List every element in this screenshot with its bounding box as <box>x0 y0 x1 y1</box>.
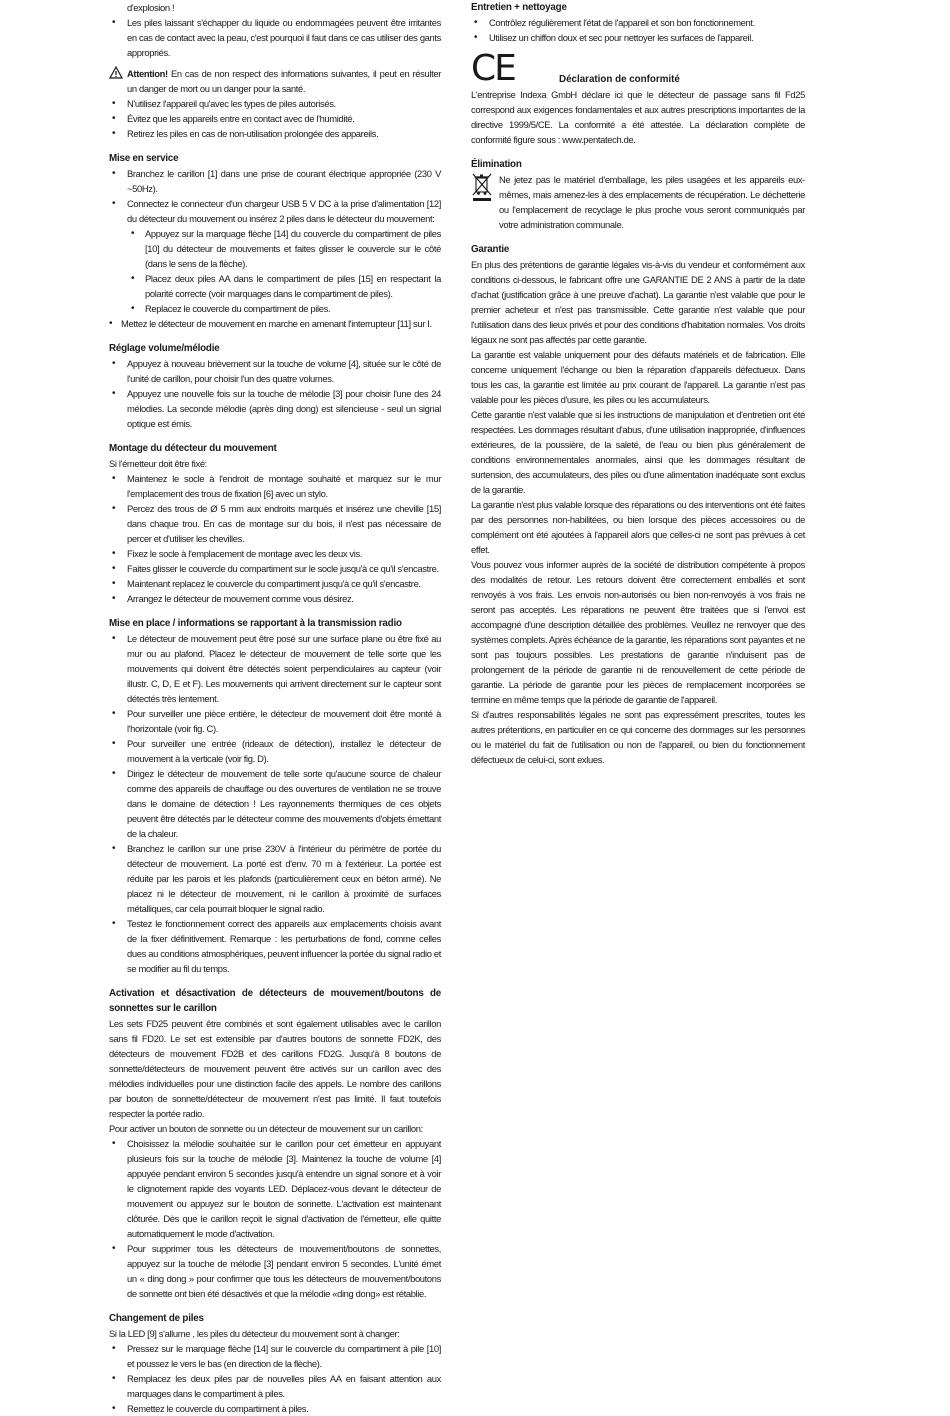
ce-declaration-header <box>471 48 805 89</box>
activation-intro: Pour activer un bouton de sonnette ou un détecteur de mouvement sur un carillon: <box>109 1123 423 1134</box>
list-item: • Pour surveiller une pièce entière, le détecteur de mouvement doit être monté à l'horizontale (voir fig. C). <box>109 706 441 736</box>
section-title-mise-en-place: Mise en place / informations se rapportant à la transmission radio <box>109 618 402 629</box>
list-item-text: Connectez le connecteur d'un chargeur USB 5 V DC à la prise d'alimentation [12] du détecteur du mouvement ou insérez 2 piles dans le détecteur du mouvement: <box>127 198 441 224</box>
list-item: • Utilisez un chiffon doux et sec pour nettoyer les surfaces de l'appareil. <box>471 30 805 45</box>
crossed-bin-icon <box>471 172 499 232</box>
list-item: • Appuyez une nouvelle fois sur la touche de mélodie [3] pour choisir l'une des 24 mélodies. La seconde mélodie (après ding dong) est silencieuse - seul un signal optique est émis. <box>109 386 441 431</box>
safety-list-2 <box>109 96 441 141</box>
elimination-block <box>471 172 805 232</box>
section-title-montage: Montage du détecteur du mouvement <box>109 443 277 454</box>
list-item: • Choisissez la mélodie souhaitée sur le carillon pour cet émetteur en appuyant plusieurs fois sur la touche de mélodie [3]. Maintenez la touche de volume [4] appuyée pendant environ 5 secondes jusqu'à entendre un signal sonore et à voir le clignotement rapide des voyants LED. Déplacez-vous devant le détecteur de mouvement ou appuyez sur le bouton de sonnette. L'activation est maintenant clôturée. Dès que le carillon reçoit le signal d'activation de l'émetteur, elle quitte automatiquement le mode d'activation. <box>109 1136 441 1241</box>
list-item: • Mettez le détecteur de mouvement en marche en amenant l'interrupteur [11] sur I. <box>109 316 441 331</box>
list-item: • Pour supprimer tous les détecteurs de mouvement/boutons de sonnettes, appuyez sur la touche de mélodie [3] pendant environ 5 secondes. L'unité émet un « ding dong » pour confirmer que tous les détecteurs de mouvement/boutons de sonnette ont bien été désactivés et que la mélodie «ding dong» est rétablie. <box>109 1241 441 1301</box>
mise-en-service-list <box>109 166 441 226</box>
left-column <box>109 0 441 1416</box>
garantie-paragraph: Vous pouvez vous informer auprès de la société de distribution compétente à propos des modalités de retour. Les retours doivent être correctement emballés et sont renvoyés à vos frais. Les envois non-autorisés ou bien non-renvoyés à vos frais ne seront pas acceptés. Les réparations ne peuvent être traitées que si l'envoi est accompagné d'une description détaillée des problèmes. Veuillez ne renvoyer que des systèmes complets. Après échéance de la garantie, les réparations sont payantes et ne sont pas toujours possibles. Les prestations de garantie n'induisent pas de prolongement de la période de garantie ni de renouvellement de cette période de garantie. La période de garantie pour les pièces de remplacement incorporées se termine en même temps que la période de garantie de l'appareil. <box>471 559 805 705</box>
montage-list <box>109 471 441 606</box>
sub-list-item: • Replacez le couvercle du compartiment de piles. <box>109 301 441 316</box>
list-item: • Fixez le socle à l'emplacement de montage avec les deux vis. <box>109 546 441 561</box>
garantie-paragraph: Si d'autres responsabilités légales ne sont pas expressément prescrites, toutes les autres prétentions, en particulier en ce qui concerne des dommages sur les personnes ou le matériel du fait de l'utilisation ou non de l'appareil, ou bien du fonctionnement défectueux de celui-ci, sont exlues. <box>471 709 805 765</box>
safety-list-1 <box>109 15 441 60</box>
intro-line: d'explosion ! <box>127 2 175 13</box>
list-item: • N'utilisez l'appareil qu'avec les types de piles autorisés. <box>109 96 441 111</box>
section-title-reglage: Réglage volume/mélodie <box>109 343 220 354</box>
list-item: • Retirez les piles en cas de non-utilisation prolongée des appareils. <box>109 126 441 141</box>
section-title-activation: Activation et désactivation de détecteurs de mouvement/boutons de sonnettes sur le carillon <box>109 988 441 1014</box>
list-item: • Les piles laissant s'échapper du liquide ou endommagées peuvent être irritantes en cas de contact avec la peau, c'est pourquoi il faut dans ce cas utiliser des gants appropriés. <box>109 15 441 60</box>
elimination-text: Ne jetez pas le matériel d'emballage, les piles usagées et les appareils eux-mêmes, mais amenez-les à des emplacements de récupération. Le déchetterie ou l'emplacement de recyclage le plus proche vous seront communiqués par votre administration communale. <box>499 174 805 230</box>
attention-text: En cas de non respect des informations suivantes, il peut en résulter un danger de mort ou un danger pour la santé. <box>127 68 441 94</box>
mise-en-place-list <box>109 631 441 976</box>
warning-triangle-icon <box>109 66 127 96</box>
activation-paragraph: Les sets FD25 peuvent être combinés et sont également utilisables avec le carillon sans fil FD20. Le set est extensible par d'autres boutons de sonnette FD2K, des détecteurs de mouvement FD2B et des carillons FD2G. Jusqu'à 8 boutons de sonnette/détecteurs de mouvement peuvent être activés sur un carillon avec des mélodies individuelles pour une distinction facile des appels. Le nombre des carillons par bouton de sonnette/détecteur de mouvement n'est pas limité. Il faut toutefois respecter la portée radio. <box>109 1018 441 1119</box>
sub-list-item: • Appuyez sur la marquage flèche [14] du couvercle du compartiment de piles [10] du détecteur de mouvements et faites glisser le couvercle sur le côté (dans le sens de la flèche). <box>109 226 441 271</box>
list-item: • Maintenez le socle à l'endroit de montage souhaité et marquez sur le mur l'emplacement des trous de fixation [6] avec un stylo. <box>109 471 441 501</box>
mise-en-service-sublist <box>109 226 441 316</box>
montage-intro: Si l'émetteur doit être fixé: <box>109 458 207 469</box>
attention-block <box>109 66 441 96</box>
declaration-text: L'entreprise Indexa GmbH déclare ici que le détecteur de passage sans fil Fd25 correspond aux exigences fondamentales et aux autres prescriptions importantes de la directive 1999/5/CE. La conformité a été attestée. La déclaration complète de conformité figure sous : www.pentatech.de. <box>471 89 805 145</box>
section-title-declaration: Déclaration de conformité <box>559 74 680 85</box>
ce-mark-icon: CE <box>471 48 515 89</box>
reglage-list <box>109 356 441 431</box>
list-item: • Faites glisser le couvercle du compartiment sur le socle jusqu'à ce qu'il s'encastre. <box>109 561 441 576</box>
sub-list-item: • Placez deux piles AA dans le compartiment de piles [15] en respectant la polarité correcte (voir marquages dans le compartiment de piles). <box>109 271 441 301</box>
list-item: • Branchez le carillon [1] dans une prise de courant électrique appropriée (230 V ~50Hz). <box>109 166 441 196</box>
garantie-paragraph: Cette garantie n'est valable que si les instructions de manipulation et d'entretien ont été respectées. Les dommages résultant d'abus, d'une utilisation inappropriée, d'influences extérieures, de la poussière, de la saleté, de l'eau ou bien plus généralement de conditions environnementales anormales, ainsi que les dommages résultant de surtension, des accumulateurs, des piles ou d'une alimentation inadéquate sont exclus de la garantie. <box>471 409 805 495</box>
list-item: • Testez le fonctionnement correct des appareils aux emplacements choisis avant de la fixer définitivement. Remarque : les perturbations de fond, comme celles dues au conditions atmosphériques, peuvent influencer la portée du signal radio et se modifier au fil du temps. <box>109 916 441 976</box>
garantie-paragraph: La garantie est valable uniquement pour des défauts matériels et de fabrication. Elle concerne uniquement l'échange ou bien la réparation d'appareils défectueux. Dans tous les cas, la garantie est limitée au prix courant de l'appareil. La garantie n'est pas valable pour les pièces d'usure, les piles ou les accumulateurs. <box>471 349 805 405</box>
attention-label: Attention! <box>127 68 168 79</box>
mise-en-service-last <box>109 316 441 331</box>
list-item: • Arrangez le détecteur de mouvement comme vous désirez. <box>109 591 441 606</box>
garantie-paragraph: En plus des prétentions de garantie légales vis-à-vis du vendeur et conformément aux conditions ci-dessous, le fabricant offre une GARANTIE DE 2 ANS à partir de la date d'achat (justification grâce à une preuve d'achat). La garantie n'est valable que pour le premier acheteur et n'est pas transmissible. Cette garantie n'est valable que pour l'utilisation dans des lieux privés et pour des conditions d'habitation normales. Vos droits légaux ne sont pas affectés par cette garantie. <box>471 259 805 345</box>
list-item: • Appuyez à nouveau brièvement sur la touche de volume [4], située sur le côté de l'unité de carillon, pour choisir l'un des quatre volumes. <box>109 356 441 386</box>
activation-list <box>109 1136 441 1301</box>
list-item: • Remettez le couvercle du compartiment à piles. <box>109 1401 441 1416</box>
entretien-list <box>471 15 805 45</box>
right-column <box>471 0 805 767</box>
section-title-changement: Changement de piles <box>109 1313 204 1324</box>
section-title-elimination: Élimination <box>471 159 522 170</box>
list-item: • Pour surveiller une entrée (rideaux de détection), installez le détecteur de mouvement à la verticale (voir fig. D). <box>109 736 441 766</box>
list-item: • Pressez sur le marquage flèche [14] sur le couvercle du compartiment à pile [10] et poussez le vers le bas (en direction de la flèche). <box>109 1341 441 1371</box>
list-item: • Percez des trous de Ø 5 mm aux endroits marqués et insérez une cheville [15] dans chaque trou. En cas de montage sur du bois, il n'est pas nécessaire de percer et d'utiliser les chevilles. <box>109 501 441 546</box>
section-title-mise-en-service: Mise en service <box>109 153 179 164</box>
list-item: • Dirigez le détecteur de mouvement de telle sorte qu'aucune source de chaleur comme des appareils de chauffage ou des ouvertures de ventilation ne se trouve dans le domaine de détection ! Les rayonnements thermiques de ces objets peuvent être détectés par le détecteur comme des mouvements d'objets émettant de la chaleur. <box>109 766 441 841</box>
garantie-paragraph: La garantie n'est plus valable lorsque des réparations ou des interventions ont été faites par des personnes non-habilitées, ou bien lorsque des pièces accessoires ou de complément ont été ajoutées à l'appareil alors que celles-ci ne sont pas prévues à cet effet. <box>471 499 805 555</box>
list-item: • Contrôlez régulièrement l'état de l'appareil et son bon fonctionnement. <box>471 15 805 30</box>
list-item <box>109 196 441 226</box>
list-item: • Le détecteur de mouvement peut être posé sur une surface plane ou être fixé au mur ou au plafond. Placez le détecteur de mouvement de telle sorte que les mouvements qui doivent être détectés soient perpendiculaires au capteur (voir illustr. C, D, E et F). Les mouvements qui arrivent directement sur le capteur sont détectés très lentement. <box>109 631 441 706</box>
list-item: • Branchez le carillon sur une prise 230V à l'intérieur du périmètre de portée du détecteur de mouvement. La porté est d'env. 70 m à l'extérieur. La portée est réduite par les parois et les plafonds (particulièrement ceux en béton armé). Ne placez ni le détecteur de mouvement, ni le carillon à proximité de surfaces métalliques, car cela pourrait bloquer le signal radio. <box>109 841 441 916</box>
list-item: • Évitez que les appareils entre en contact avec de l'humidité. <box>109 111 441 126</box>
section-title-entretien: Entretien + nettoyage <box>471 2 567 13</box>
list-item: • Remplacez les deux piles par de nouvelles piles AA en faisant attention aux marquages dans le compartiment à piles. <box>109 1371 441 1401</box>
section-title-garantie: Garantie <box>471 244 510 255</box>
changement-intro: Si la LED [9] s'allume , les piles du détecteur du mouvement sont à changer: <box>109 1328 400 1339</box>
list-item: • Maintenant replacez le couvercle du compartiment jusqu'à ce qu'il s'encastre. <box>109 576 441 591</box>
